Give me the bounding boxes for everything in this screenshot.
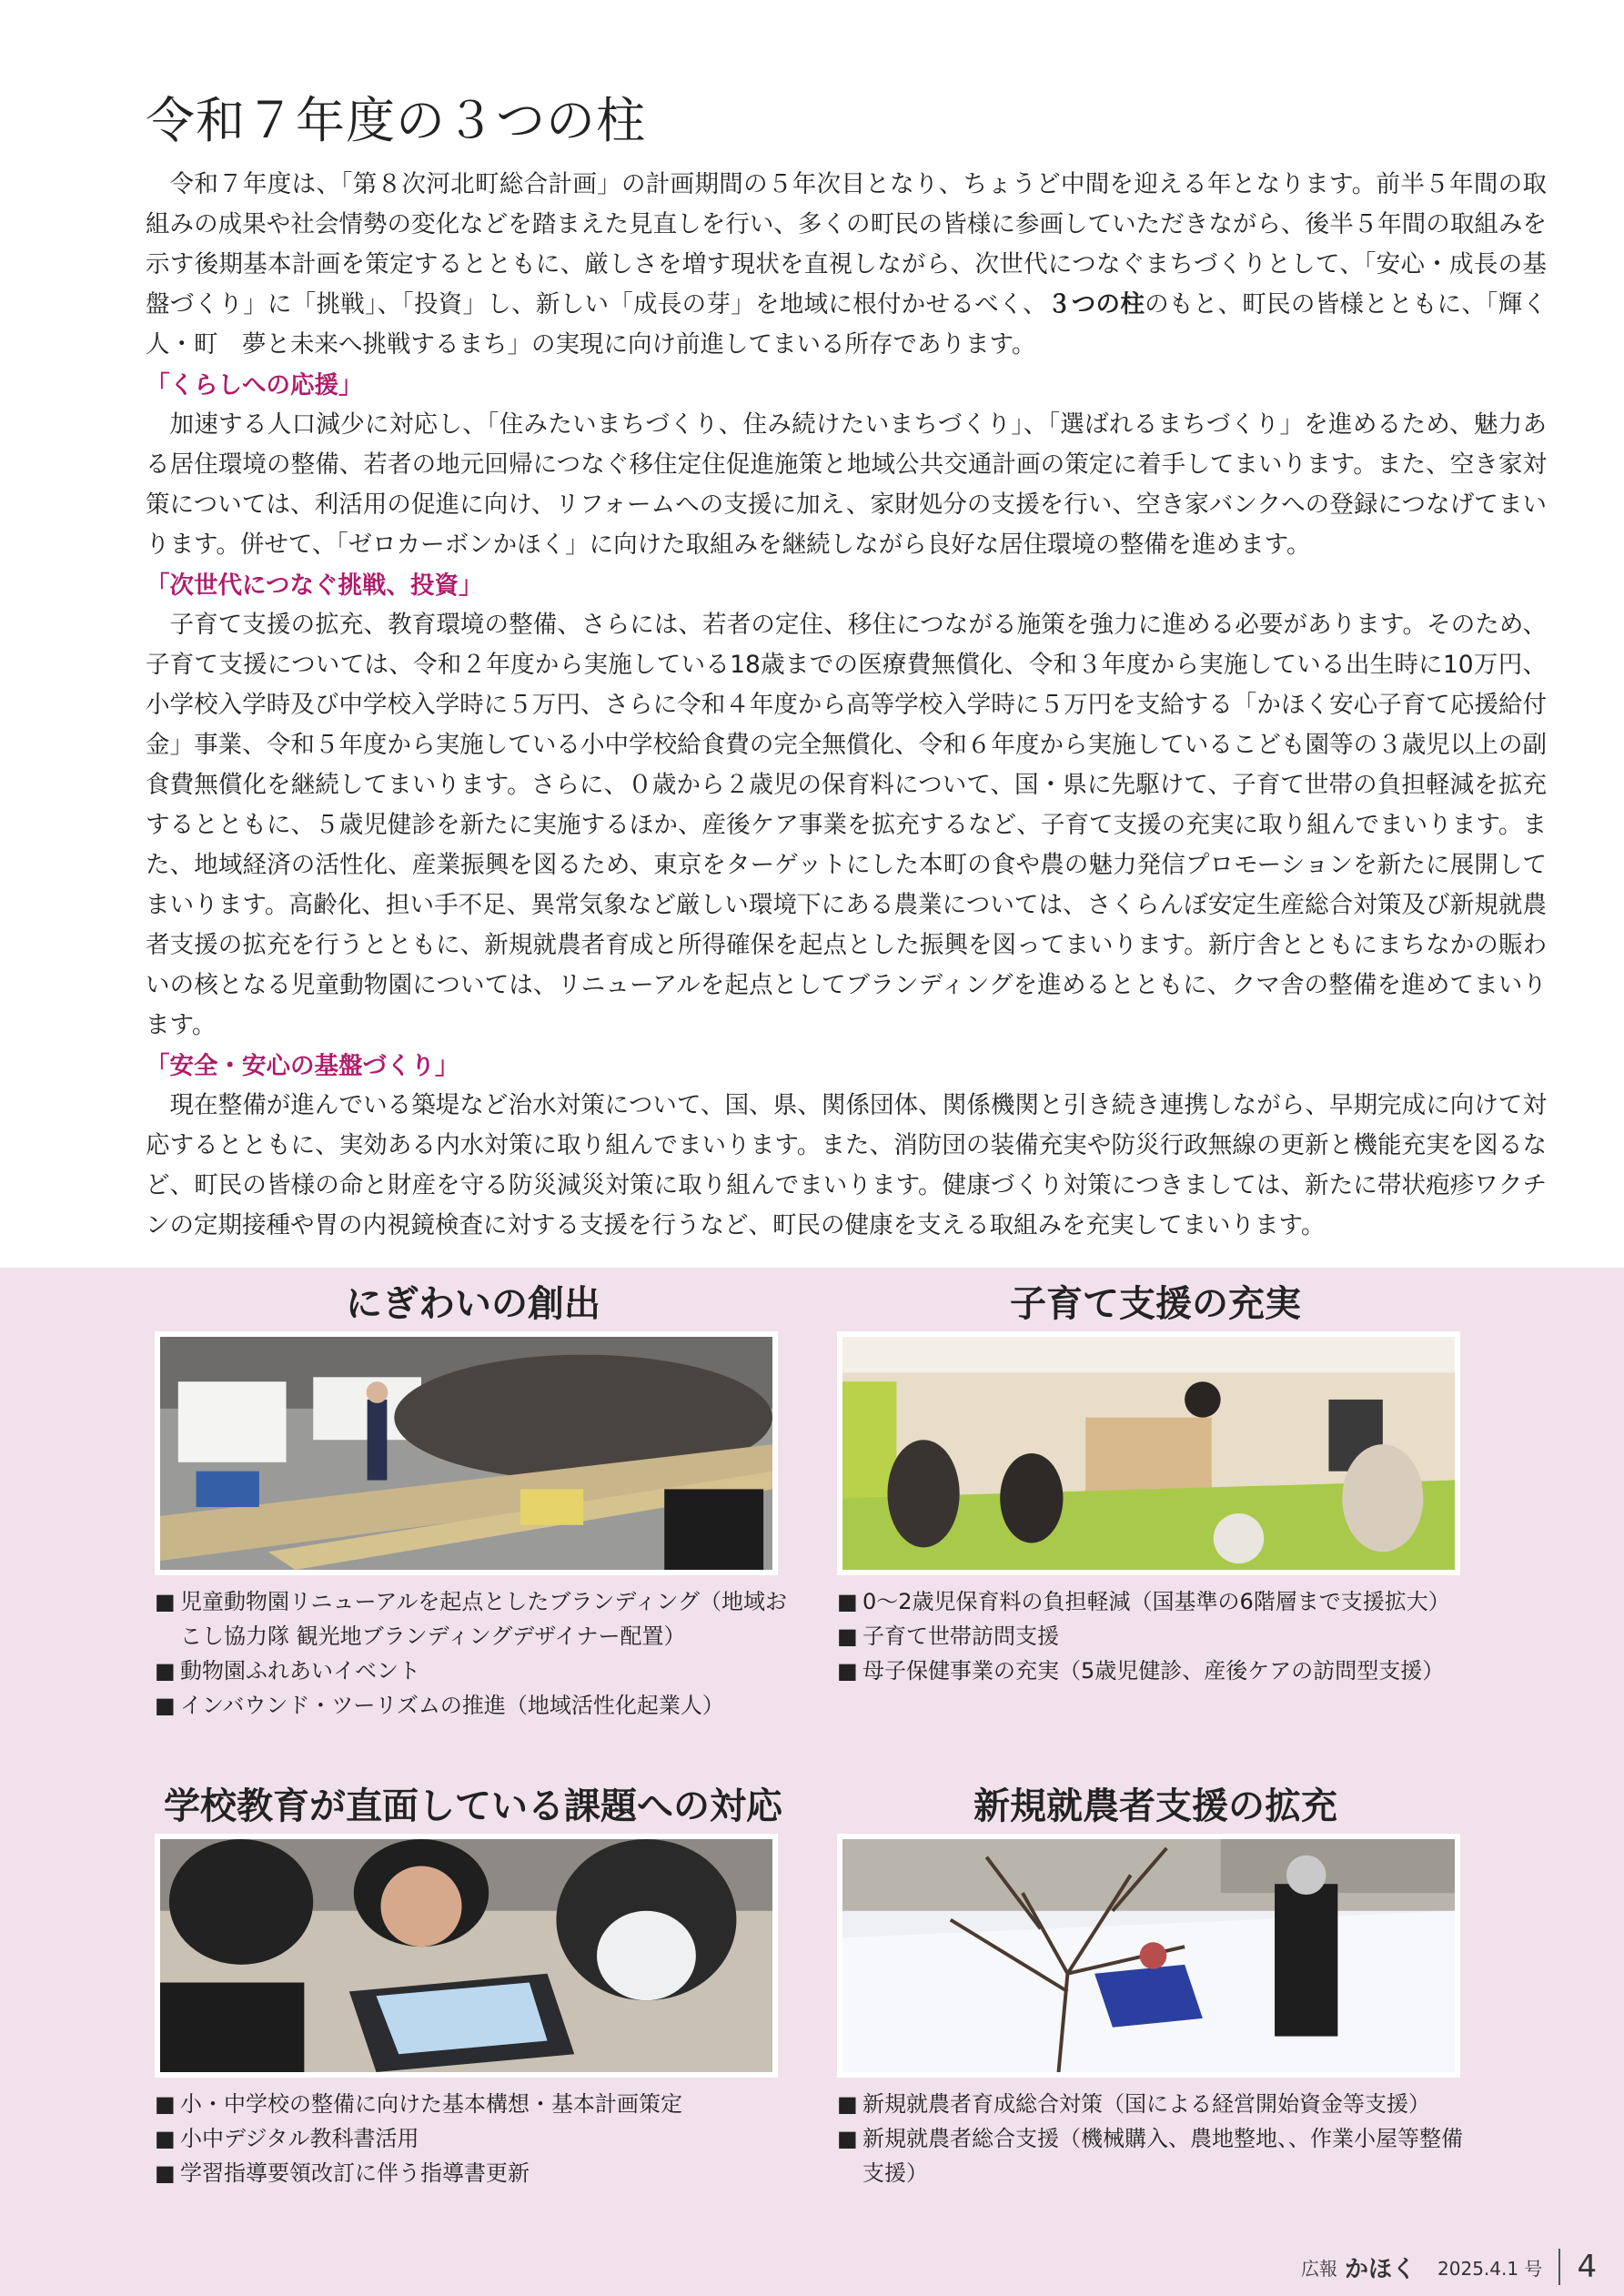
list-item: ■ インバウンド・ツーリズムの推進（地域活性化起業人） bbox=[155, 1688, 792, 1723]
block-title: にぎわいの創出 bbox=[346, 1283, 600, 1325]
list-item: ■ 小中デジタル教科書活用 bbox=[155, 2121, 792, 2156]
footer-date: 2025.4.1 号 bbox=[1437, 2257, 1543, 2280]
block-title: 新規就農者支援の拡充 bbox=[973, 1785, 1337, 1827]
caption-list bbox=[837, 2087, 1474, 2190]
list-item: ■ 0～2歳児保育料の負担軽減（国基準の6階層まで支援拡大） bbox=[837, 1584, 1474, 1619]
main-article bbox=[146, 82, 1547, 1246]
footer-divider bbox=[1558, 2249, 1560, 2285]
section-body-next-generation: 子育て支援の拡充、教育環境の整備、さらには、若者の定住、移住につながる施策を強力に進める必要があります。そのため、子育て支援については、令和２年度から実施している18歳までの医療費無償化、令和３年度から実施している出生時に10万円、小学校入学時及び中学校入学時に５万円、さらに令和４年度から高等学校入学時に５万円を支給する「かほく安心子育て応援給付金」事業、令和５年度から実施している小中学校給食費の完全無償化、令和６年度から実施しているこども園等の３歳児以上の副食費無償化を継続してまいります。さらに、０歳から２歳児の保育料について、国・県に先駆けて、子育て世帯の負担軽減を拡充するとともに、５歳児健診を新たに実施するほか、産後ケア事業を拡充するなど、子育て支援の充実に取り組んでまいります。また、地域経済の活性化、産業振興を図るため、東京をターゲットにした本町の食や農の魅力発信プロモーションを新たに展開してまいります。高齢化、担い手不足、異常気象など厳しい環境下にある農業については、さくらんぼ安定生産総合対策及び新規就農者支援の拡充を行うとともに、新規就農者育成と所得確保を起点とした振興を図ってまいります。新庁舎とともにまちなかの賑わいの核となる児童動物園については、リニューアルを起点としてブランディングを進めるとともに、クマ舎の整備を進めてまいります。 bbox=[146, 611, 1547, 1039]
caption-list bbox=[155, 1584, 792, 1723]
section-body-life-support: 加速する人口減少に対応し、「住みたいまちづくり、住み続けたいまちづくり」、「選ばれるまちづくり」を進めるため、魅力ある居住環境の整備、若者の地元回帰につなぐ移住定住促進施策と地域公共交通計画の策定に着手してまいります。また、空き家対策については、利活用の促進に向け、リフォームへの支援に加え、家財処分の支援を行い、空き家バンクへの登録につなげてまいります。併せて、「ゼロカーボンかほく」に向けた取組みを継続しながら良好な居住環境の整備を進めます。 bbox=[146, 410, 1547, 559]
list-item: ■ 新規就農者総合支援（機械購入、農地整地、、作業小屋等整備支援） bbox=[837, 2121, 1474, 2190]
caption-list bbox=[155, 2087, 792, 2190]
footer-brand: かほく bbox=[1345, 2255, 1417, 2283]
list-item: ■ 新規就農者育成総合対策（国による経営開始資金等支援） bbox=[837, 2087, 1474, 2121]
photo-students-tablet bbox=[155, 1834, 778, 2078]
page-number: 4 bbox=[1577, 2249, 1598, 2285]
section-body-safety-foundation: 現在整備が進んでいる築堤など治水対策について、国、県、関係団体、関係機関と引き続き連携しながら、早期完成に向けて対応するとともに、実効ある内水対策に取り組んでまいります。また、消防団の装備充実や防災行政無線の更新と機能充実を図るなど、町民の皆様の命と財産を守る防災減災対策に取り組んでまいります。健康づくり対策につきましては、新たに帯状疱疹ワクチンの定期接種や胃の内視鏡検査に対する支援を行うなど、町民の健康を支える取組みを充実してまいります。 bbox=[146, 1091, 1547, 1239]
block-title: 学校教育が直面している課題への対応 bbox=[164, 1785, 782, 1827]
footer-label: 広報 bbox=[1301, 2257, 1337, 2280]
list-item: ■ 子育て世帯訪問支援 bbox=[837, 1619, 1474, 1654]
list-item: ■ 小・中学校の整備に向けた基本構想・基本計画策定 bbox=[155, 2087, 792, 2121]
intro-text-after: のもと、町民の皆様とともに、「輝く人・町 夢と未来へ挑戦するまち」の実現に向け前進してまいる所存であります。 bbox=[146, 290, 1547, 359]
page-footer bbox=[1301, 2248, 1597, 2286]
page-title: 令和７年度の３つの柱 bbox=[146, 92, 646, 149]
block-childcare bbox=[837, 1277, 1474, 1688]
photo-childcare-room bbox=[837, 1331, 1460, 1575]
list-item: ■ 母子保健事業の充実（5歳児健診、産後ケアの訪問型支援） bbox=[837, 1654, 1474, 1688]
intro-paragraph bbox=[146, 165, 1547, 365]
intro-bold-text: ３つの柱 bbox=[1046, 290, 1145, 319]
block-title: 子育て支援の充実 bbox=[1010, 1283, 1301, 1325]
photo-orchard-snow bbox=[837, 1834, 1460, 2078]
block-school-education bbox=[155, 1779, 792, 2190]
section-heading-safety-foundation: 「安全・安心の基盤づくり」 bbox=[146, 1052, 459, 1080]
list-item: ■ 児童動物園リニューアルを起点としたブランディング（地域おこし協力隊 観光地ブランディングデザイナー配置） bbox=[155, 1584, 792, 1654]
photo-zoo-event bbox=[155, 1331, 778, 1575]
section-heading-next-generation: 「次世代につなぐ挑戦、投資」 bbox=[146, 571, 483, 600]
block-bustle bbox=[155, 1277, 792, 1723]
caption-list bbox=[837, 1584, 1474, 1688]
list-item: ■ 動物園ふれあいイベント bbox=[155, 1654, 792, 1688]
block-new-farmers bbox=[837, 1779, 1474, 2190]
intro-text-before: 令和７年度は、「第８次河北町総合計画」の計画期間の５年次目となり、ちょうど中間を迎える年となります。前半５年間の取組みの成果や社会情勢の変化などを踏まえた見直しを行い、多くの町民の皆様に参画していただきながら、後半５年間の取組みを示す後期基本計画を策定するとともに、厳しさを増す現状を直視しながら、次世代につなぐまちづくりとして、「安心・成長の基盤づくり」に「挑戦」、「投資」し、新しい「成長の芽」を地域に根付かせるべく、 bbox=[146, 170, 1547, 319]
list-item: ■ 学習指導要領改訂に伴う指導書更新 bbox=[155, 2156, 792, 2190]
section-heading-life-support: 「くらしへの応援」 bbox=[146, 371, 363, 400]
